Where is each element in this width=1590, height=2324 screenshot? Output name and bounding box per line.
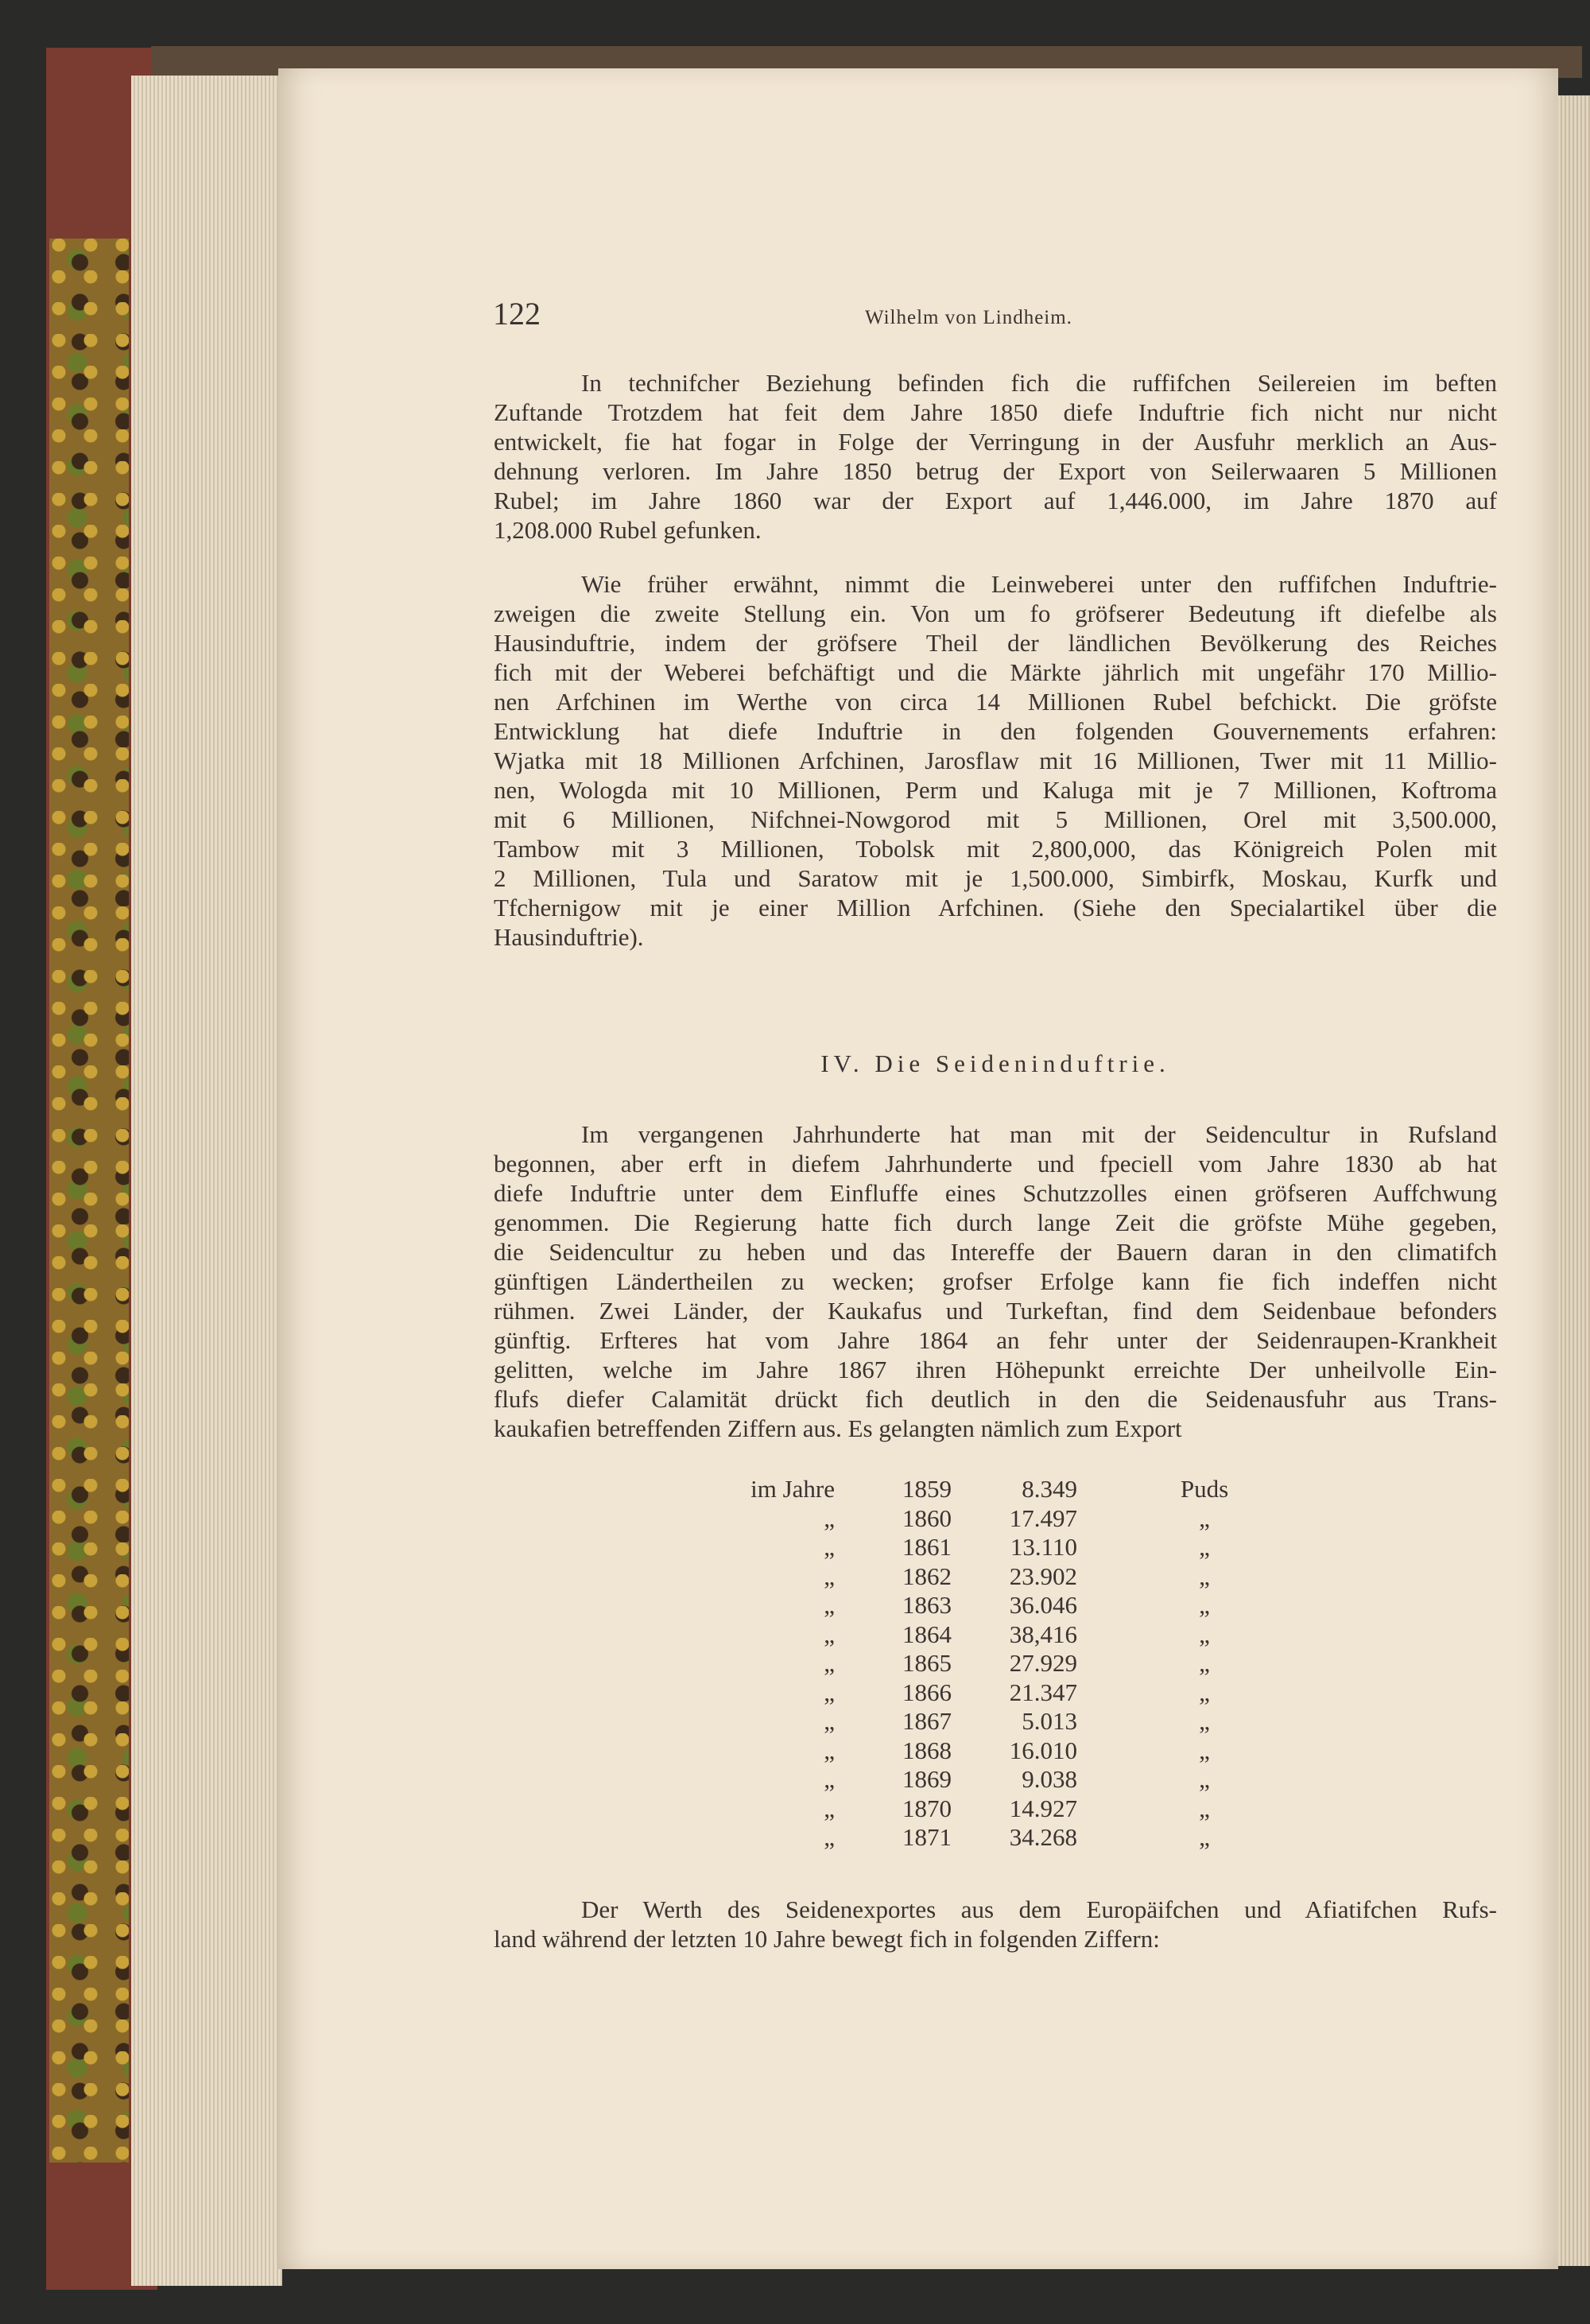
paragraph-silk-export-value [494, 1895, 1497, 1953]
cell-year: 1869 [902, 1765, 952, 1793]
cell-amount: 9.038 [1022, 1765, 1077, 1793]
text-line: Wjatka mit 18 Millionen Arfchinen, Jarosflaw mit 16 Millionen, Twer mit 11 Millio- [494, 747, 1497, 774]
cell-unit: „ [1199, 1765, 1210, 1793]
text-line: Der Werth des Seidenexportes aus dem Europäifchen und Afiatifchen Rufs- [581, 1895, 1497, 1923]
text-line: 2 Millionen, Tula und Saratow mit je 1,500.000, Simbirfk, Moskau, Kurfk und [494, 864, 1497, 892]
silk-export-table [747, 1475, 1256, 1853]
cell-amount: 14.927 [1009, 1794, 1077, 1822]
paragraph-silk-industry [494, 1119, 1497, 1443]
text-line: fich mit der Weberei befchäftigt und die Märkte jährlich mit ungefähr 170 Millio- [494, 658, 1497, 686]
cell-year: 1862 [902, 1562, 952, 1590]
text-line: Tambow mit 3 Millionen, Tobolsk mit 2,800,000, das Königreich Polen mit [494, 835, 1497, 863]
text-line: In technifcher Beziehung befinden fich die ruffifchen Seilereien im beften [581, 369, 1497, 397]
cell-unit: „ [1199, 1823, 1210, 1851]
cell-amount: 38,416 [1009, 1620, 1077, 1648]
table-row [747, 1765, 1256, 1794]
cell-unit: „ [1199, 1707, 1210, 1735]
cell-unit: „ [1199, 1562, 1210, 1590]
table-row [747, 1794, 1256, 1824]
cell-label: „ [824, 1678, 835, 1706]
cell-amount: 23.902 [1009, 1562, 1077, 1590]
cell-label: „ [824, 1823, 835, 1851]
text-line: Hausinduftrie, indem der gröfsere Theil der ländlichen Bevölkerung des Reiches [494, 629, 1497, 657]
text-line: günftig. Erfteres hat vom Jahre 1864 an fehr unter der Seidenraupen-Krankheit [494, 1326, 1497, 1354]
running-head: Wilhelm von Lindheim. [865, 307, 1072, 328]
text-line: gelitten, welche im Jahre 1867 ihren Höhepunkt erreichte Der unheilvolle Ein- [494, 1356, 1497, 1383]
text-line: entwickelt, fie hat fogar in Folge der Verringung in der Ausfuhr merklich an Aus- [494, 428, 1497, 456]
cell-amount: 34.268 [1009, 1823, 1077, 1851]
text-line: zweigen die zweite Stellung ein. Von um fo gröfserer Bedeutung ift diefelbe als [494, 599, 1497, 627]
marbled-edge [49, 239, 129, 2163]
text-line: Tfchernigow mit je einer Million Arfchinen. (Siehe den Specialartikel über die [494, 894, 1497, 921]
cell-unit: „ [1199, 1794, 1210, 1822]
table-row [747, 1736, 1256, 1766]
cell-year: 1868 [902, 1736, 952, 1764]
cell-unit: „ [1199, 1736, 1210, 1764]
text-line: Hausinduftrie). [494, 923, 644, 951]
cell-year: 1864 [902, 1620, 952, 1648]
cell-amount: 21.347 [1009, 1678, 1077, 1706]
cell-unit: „ [1199, 1678, 1210, 1706]
table-row [747, 1620, 1256, 1650]
cell-amount: 8.349 [1022, 1475, 1077, 1503]
page-edges-left [131, 76, 282, 2286]
section-heading: IV. Die Seideninduftrie. [820, 1049, 1170, 1077]
cell-label: „ [824, 1503, 835, 1532]
text-line: diefe Induftrie unter dem Einfluffe eines Schutzzolles einen gröfseren Auffchwung [494, 1179, 1497, 1207]
cell-label: im Jahre [750, 1475, 835, 1503]
table-row [747, 1707, 1256, 1736]
cell-year: 1859 [902, 1475, 952, 1503]
text-line: Zuftande Trotzdem hat feit dem Jahre 1850 diefe Induftrie fich nicht nur nicht [494, 398, 1497, 426]
text-line: Entwicklung hat diefe Induftrie in den folgenden Gouvernements erfahren: [494, 717, 1497, 745]
cell-unit: „ [1199, 1533, 1210, 1561]
cell-amount: 27.929 [1009, 1649, 1077, 1677]
cell-label: „ [824, 1591, 835, 1619]
table-row [747, 1823, 1256, 1853]
table-row [747, 1678, 1256, 1708]
text-line: die Seidencultur zu heben und das Intereffe der Bauern daran in den climatifch [494, 1238, 1497, 1266]
text-line: dehnung verloren. Im Jahre 1850 betrug der Export von Seilerwaaren 5 Millionen [494, 457, 1497, 485]
cell-amount: 16.010 [1009, 1736, 1077, 1764]
page-edges-right [1554, 95, 1590, 2266]
text-line: Rubel; im Jahre 1860 war der Export auf 1,446.000, im Jahre 1870 auf [494, 487, 1497, 514]
cell-unit: Puds [1180, 1475, 1229, 1503]
text-line: begonnen, aber erft in diefem Jahrhunderte und fpeciell vom Jahre 1830 ab hat [494, 1150, 1497, 1178]
text-line: günftigen Ländertheilen zu wecken; grofser Erfolge kann fie fich indeffen nicht [494, 1267, 1497, 1295]
text-line: Im vergangenen Jahrhunderte hat man mit der Seidencultur in Rufsland [581, 1120, 1497, 1148]
cell-year: 1870 [902, 1794, 952, 1822]
cell-label: „ [824, 1736, 835, 1764]
text-line: Wie früher erwähnt, nimmt die Leinweberei unter den ruffifchen Induftrie- [581, 570, 1497, 598]
cell-label: „ [824, 1649, 835, 1677]
text-line: rühmen. Zwei Länder, der Kaukafus und Turkeftan, find dem Seidenbaue befonders [494, 1297, 1497, 1325]
cell-amount: 17.497 [1009, 1503, 1077, 1532]
cell-label: „ [824, 1794, 835, 1822]
cell-unit: „ [1199, 1503, 1210, 1532]
text-line: land während der letzten 10 Jahre bewegt fich in folgenden Ziffern: [494, 1925, 1160, 1953]
page-number: 122 [493, 296, 541, 332]
text-line: flufs diefer Calamität drückt fich deutlich in den die Seidenausfuhr aus Trans- [494, 1385, 1497, 1413]
cell-year: 1866 [902, 1678, 952, 1706]
table-row [747, 1562, 1256, 1592]
cell-unit: „ [1199, 1620, 1210, 1648]
table-row [747, 1649, 1256, 1678]
cell-label: „ [824, 1533, 835, 1561]
cell-amount: 13.110 [1010, 1533, 1077, 1561]
cell-label: „ [824, 1562, 835, 1590]
cell-year: 1861 [902, 1533, 952, 1561]
text-line: nen Arfchinen im Werthe von circa 14 Millionen Rubel befchickt. Die gröfste [494, 688, 1497, 716]
table-row [747, 1591, 1256, 1620]
cell-label: „ [824, 1765, 835, 1793]
cell-amount: 5.013 [1022, 1707, 1077, 1735]
cell-unit: „ [1199, 1649, 1210, 1677]
cell-year: 1860 [902, 1503, 952, 1532]
text-line: 1,208.000 Rubel gefunken. [494, 516, 762, 544]
cell-year: 1865 [902, 1649, 952, 1677]
text-line: mit 6 Millionen, Nifchnei-Nowgorod mit 5 Millionen, Orel mit 3,500.000, [494, 805, 1497, 833]
cell-label: „ [824, 1620, 835, 1648]
cell-unit: „ [1199, 1591, 1210, 1619]
paragraph-linen-weaving [494, 569, 1497, 952]
cell-year: 1867 [902, 1707, 952, 1735]
table-row [747, 1475, 1256, 1504]
text-line: kaukafien betreffenden Ziffern aus. Es gelangten nämlich zum Export [494, 1414, 1182, 1442]
text-line: genommen. Die Regierung hatte fich durch lange Zeit die gröfste Mühe gegeben, [494, 1209, 1497, 1236]
table-row [747, 1504, 1256, 1534]
cell-year: 1863 [902, 1591, 952, 1619]
cell-label: „ [824, 1707, 835, 1735]
paragraph-rope-industry [494, 368, 1497, 545]
text-line: nen, Wologda mit 10 Millionen, Perm und Kaluga mit je 7 Millionen, Koftroma [494, 776, 1497, 804]
table-row [747, 1533, 1256, 1562]
cell-amount: 36.046 [1009, 1591, 1077, 1619]
cell-year: 1871 [902, 1823, 952, 1851]
